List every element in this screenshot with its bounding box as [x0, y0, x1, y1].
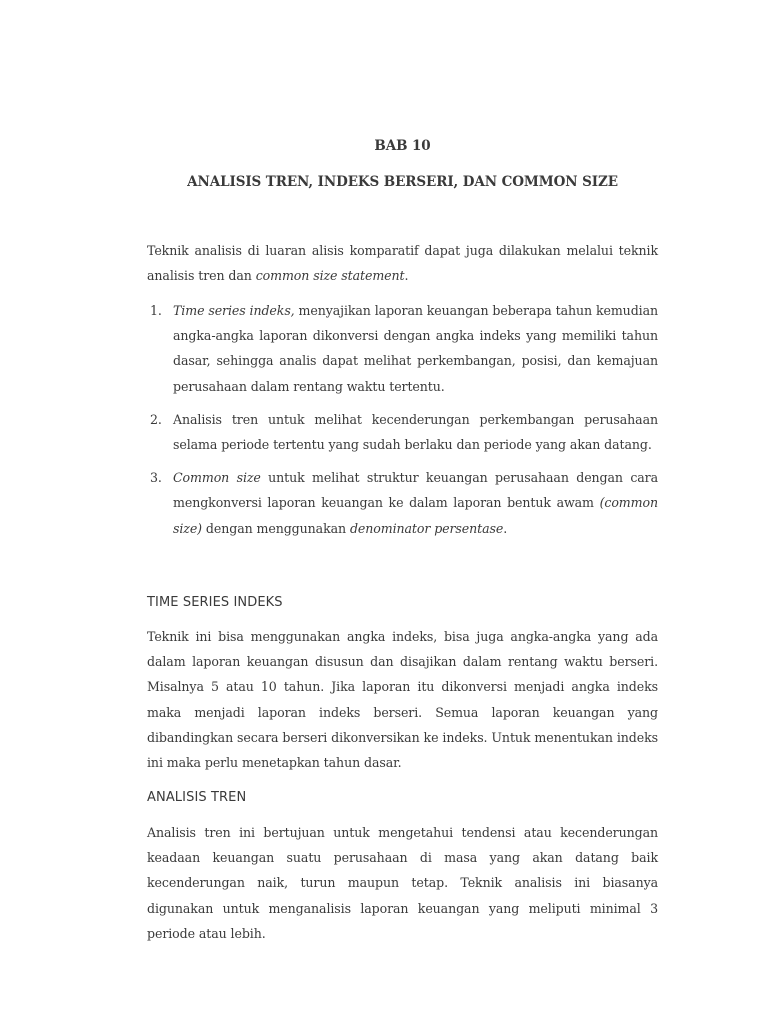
- chapter-number: BAB 10: [374, 138, 431, 154]
- section-heading-analisis-tren: ANALISIS TREN: [147, 790, 247, 805]
- list-item: [147, 465, 658, 541]
- list-item-text: .: [503, 520, 508, 536]
- list-item-italic: denominator persentase: [349, 520, 504, 536]
- list-item-text: dengan menggunakan: [202, 520, 350, 536]
- section-body-analisis-tren: Analisis tren ini bertujuan untuk mengetahui tendensi atau kecenderungan keadaan keuangan suatu perusahaan di masa yang akan datang baik kecenderungan naik, turun maupun tetap. Teknik analisis ini biasanya digunakan untuk menganalisis laporan keuangan yang meliputi minimal 3 periode atau lebih.: [147, 825, 658, 941]
- list-item-number: 3.: [150, 470, 162, 486]
- section-body-time-series: Teknik ini bisa menggunakan angka indeks, bisa juga angka-angka yang ada dalam laporan keuangan disusun dan disajikan dalam rentang waktu berseri. Misalnya 5 atau 10 tahun. Jika laporan itu dikonversi menjadi angka indeks maka menjadi laporan indeks berseri. Semua laporan keuangan yang dibandingkan secara berseri dikonversikan ke indeks. Untuk menentukan indeks ini maka perlu menetapkan tahun dasar.: [147, 629, 658, 771]
- list-item-italic: Time series indeks,: [173, 303, 295, 318]
- list-item-text: Analisis tren untuk melihat kecenderungan perkembangan perusahaan selama periode tertentu yang sudah berlaku dan periode yang akan datang.: [173, 411, 658, 453]
- list-item-italic: Common size: [173, 470, 261, 486]
- list-item-number: 1.: [150, 303, 162, 318]
- list-item: [147, 298, 658, 399]
- intro-italic-1: common size statement: [255, 268, 405, 284]
- list-item-text: menyajikan laporan keuangan beberapa tahun kemudian angka-angka laporan dikonversi dengan angka indeks yang memiliki tahun dasar, sehingga analis dapat melihat perkembangan, posisi, dan kemajuan perusahaan dalam rentang waktu tertentu.: [173, 303, 658, 394]
- list-item-text: untuk melihat struktur keuangan perusahaan dengan cara mengkonversi laporan keuangan ke dalam laporan bentuk awam: [173, 470, 659, 511]
- section-heading-time-series: TIME SERIES INDEKS: [147, 595, 283, 610]
- intro-text-1: Teknik analisis di luaran alisis komparatif dapat juga dilakukan melalui teknik analisis tren dan: [147, 243, 658, 284]
- numbered-list: [147, 298, 658, 549]
- list-item: [147, 407, 658, 457]
- list-item-number: 2.: [150, 411, 162, 427]
- intro-paragraph: [147, 238, 658, 288]
- intro-text-2: .: [404, 268, 409, 284]
- chapter-title: ANALISIS TREN, INDEKS BERSERI, DAN COMMON SIZE: [187, 174, 618, 190]
- list-item-italic: (common size): [173, 495, 658, 536]
